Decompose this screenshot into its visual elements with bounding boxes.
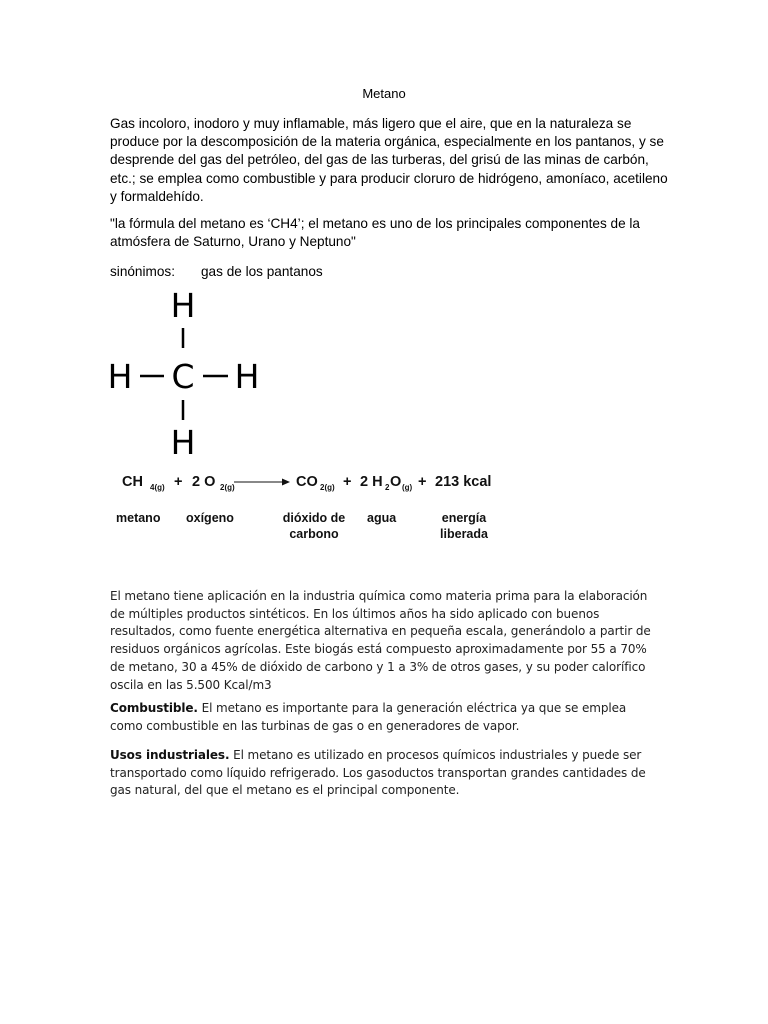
eq-plus-1: + [174,474,183,490]
eq-co2-sub: 2(g) [320,483,335,492]
industrial-paragraph [110,747,662,800]
eq-ch4-sub: 4(g) [150,483,165,492]
page-title: Metano [362,86,406,101]
eq-plus-3: + [418,474,427,490]
quote-paragraph: "la fórmula del metano es ‘CH4’; el metano es uno de los principales componentes de la atmósfera de Saturno, Urano y Neptuno" [110,216,640,250]
eq-label-agua: agua [367,511,397,525]
synonyms-label: sinónimos: [110,264,175,279]
eq-h2o-sub-1: 2 [385,483,390,492]
eq-h2o-h: 2 H [360,474,383,490]
eq-ch4: CH [122,474,143,490]
eq-label-metano: metano [116,511,161,525]
atom-c-center: C [171,357,195,396]
atom-h-top: H [170,286,196,325]
atom-h-right: H [234,357,260,396]
industrial-text: El metano es utilizado en procesos químicos industriales y puede ser transportado como líquido refrigerado. Los gasoductos transportan grandes cantidades de gas natural, del que el metano es el principal componente. [110,748,646,798]
fuel-heading: Combustible. [110,701,198,715]
eq-o2: 2 O [192,474,216,490]
eq-h2o-sub-2: (g) [402,483,413,492]
eq-h2o-o: O [390,474,402,490]
industrial-heading: Usos industriales. [110,748,230,762]
eq-label-dioxido-1: dióxido de [282,511,346,525]
methane-structural-formula [104,286,274,456]
fuel-text: El metano es importante para la generación eléctrica ya que se emplea como combustible en las turbinas de gas o en generadores de vapor. [110,701,627,733]
intro-paragraph: Gas incoloro, inodoro y muy inflamable, más ligero que el aire, que en la naturaleza se produce por la descomposición de la materia orgánica, especialmente en los pantanos, y se desprende del gas del petróleo, del gas de las turberas, del grisú de las minas de carbón, etc.; se emplea como combustible y para producir cloruro de hidrógeno, amoníaco, acetileno y formaldehído. [110,116,668,204]
eq-o2-sub: 2(g) [220,483,235,492]
eq-label-dioxido-2: carbono [289,527,339,541]
eq-energy: 213 kcal [435,474,492,490]
eq-label-energia-2: liberada [440,527,488,541]
eq-label-oxigeno: oxígeno [186,511,234,525]
atom-h-left: H [107,357,133,396]
combustion-equation [106,468,526,552]
eq-plus-2: + [343,474,352,490]
application-paragraph: El metano tiene aplicación en la industria química como materia prima para la elaboración de múltiples productos sintéticos. En los últimos años ha sido aplicado con buenos resultados, como fuente energética alternativa en pequeña escala, generándolo a partir de residuos orgánicos agrícolas. Este biogás está compuesto aproximadamente por 55 a 70% de metano, 30 a 45% de dióxido de carbono y 1 a 3% de otros gases, y su poder calorífico oscila en las 5.500 Kcal/m3 [110,589,651,692]
eq-label-energia-1: energía [441,511,487,525]
synonyms-value: gas de los pantanos [201,264,323,279]
eq-co2: CO [296,474,318,490]
fuel-paragraph [110,700,662,735]
reaction-arrow-head [282,479,290,486]
atom-h-bottom: H [170,423,196,456]
synonyms-line [110,263,323,281]
